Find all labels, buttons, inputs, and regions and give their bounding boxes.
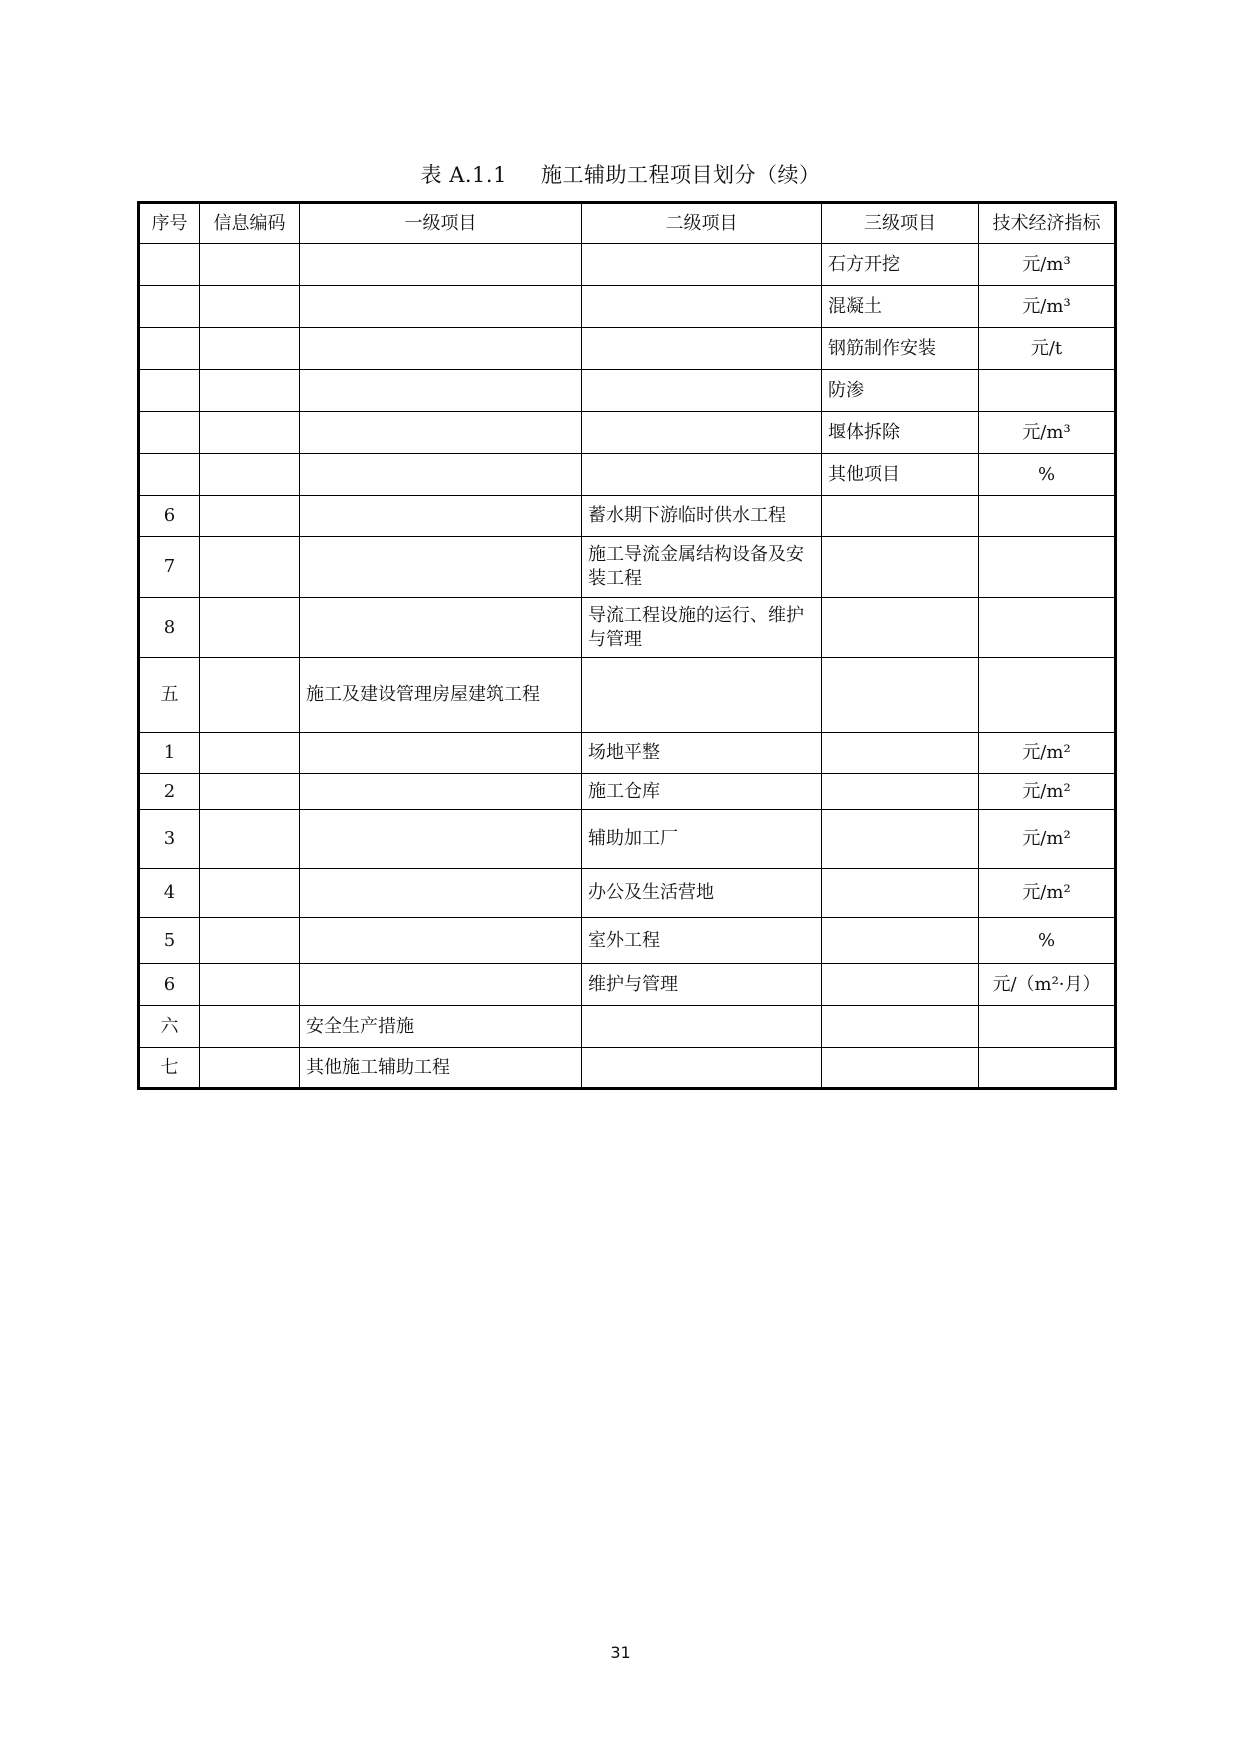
cell-info-code	[200, 454, 300, 496]
cell-indicator: 元/m³	[979, 244, 1116, 286]
cell-info-code	[200, 598, 300, 658]
header-info-code: 信息编码	[200, 203, 300, 244]
cell-level3	[822, 598, 979, 658]
cell-indicator: %	[979, 454, 1116, 496]
cell-seq: 8	[139, 598, 200, 658]
cell-level2: 场地平整	[582, 733, 822, 774]
cell-level2	[582, 412, 822, 454]
table-row	[139, 1048, 1116, 1089]
cell-level2	[582, 244, 822, 286]
cell-info-code	[200, 964, 300, 1006]
cell-level1: 施工及建设管理房屋建筑工程	[300, 658, 582, 733]
cell-level3	[822, 658, 979, 733]
table-row	[139, 244, 1116, 286]
cell-level2: 施工仓库	[582, 774, 822, 810]
cell-seq	[139, 412, 200, 454]
cell-level3: 防渗	[822, 370, 979, 412]
cell-level1	[300, 412, 582, 454]
cell-level2: 蓄水期下游临时供水工程	[582, 496, 822, 537]
cell-seq: 六	[139, 1006, 200, 1048]
cell-seq: 6	[139, 496, 200, 537]
header-indicator: 技术经济指标	[979, 203, 1116, 244]
cell-seq: 七	[139, 1048, 200, 1089]
cell-info-code	[200, 869, 300, 918]
cell-seq	[139, 454, 200, 496]
cell-indicator: 元/m²	[979, 774, 1116, 810]
cell-level3	[822, 869, 979, 918]
cell-indicator: 元/m²	[979, 733, 1116, 774]
cell-level3	[822, 810, 979, 869]
table-row	[139, 537, 1116, 598]
cell-seq: 4	[139, 869, 200, 918]
cell-level2: 室外工程	[582, 918, 822, 964]
cell-indicator: 元/（m²·月）	[979, 964, 1116, 1006]
cell-level2: 导流工程设施的运行、维护与管理	[582, 598, 822, 658]
cell-level2	[582, 286, 822, 328]
table-row	[139, 496, 1116, 537]
cell-level1	[300, 964, 582, 1006]
cell-level1	[300, 598, 582, 658]
cell-level3	[822, 496, 979, 537]
cell-seq	[139, 328, 200, 370]
cell-info-code	[200, 658, 300, 733]
cell-indicator	[979, 496, 1116, 537]
cell-seq: 1	[139, 733, 200, 774]
cell-seq	[139, 370, 200, 412]
cell-level1	[300, 774, 582, 810]
cell-info-code	[200, 537, 300, 598]
cell-level3	[822, 733, 979, 774]
cell-info-code	[200, 244, 300, 286]
cell-seq	[139, 244, 200, 286]
cell-level2	[582, 370, 822, 412]
table-row	[139, 733, 1116, 774]
cell-indicator: %	[979, 918, 1116, 964]
cell-indicator	[979, 1006, 1116, 1048]
cell-level1	[300, 733, 582, 774]
cell-level2: 施工导流金属结构设备及安装工程	[582, 537, 822, 598]
cell-level3: 堰体拆除	[822, 412, 979, 454]
table-row	[139, 918, 1116, 964]
cell-level3	[822, 774, 979, 810]
cell-indicator: 元/t	[979, 328, 1116, 370]
cell-level2	[582, 454, 822, 496]
cell-level3	[822, 537, 979, 598]
cell-level3: 石方开挖	[822, 244, 979, 286]
cell-level3	[822, 1006, 979, 1048]
table-row	[139, 454, 1116, 496]
cell-level1	[300, 537, 582, 598]
table-title: 施工辅助工程项目划分（续）	[540, 163, 821, 187]
cell-level1	[300, 370, 582, 412]
cell-seq: 五	[139, 658, 200, 733]
cell-level3: 混凝土	[822, 286, 979, 328]
cell-level2: 办公及生活营地	[582, 869, 822, 918]
header-seq: 序号	[139, 203, 200, 244]
table-row	[139, 810, 1116, 869]
table-row	[139, 658, 1116, 733]
cell-level1	[300, 810, 582, 869]
cell-level1	[300, 328, 582, 370]
cell-level1	[300, 244, 582, 286]
cell-level1	[300, 286, 582, 328]
cell-level3	[822, 918, 979, 964]
cell-seq: 3	[139, 810, 200, 869]
table-row	[139, 869, 1116, 918]
table-row	[139, 286, 1116, 328]
cell-indicator	[979, 1048, 1116, 1089]
cell-level3: 钢筋制作安装	[822, 328, 979, 370]
table-row	[139, 412, 1116, 454]
cell-info-code	[200, 918, 300, 964]
cell-info-code	[200, 496, 300, 537]
cell-info-code	[200, 412, 300, 454]
cell-level1	[300, 918, 582, 964]
cell-level2	[582, 1006, 822, 1048]
table-row	[139, 774, 1116, 810]
cell-indicator	[979, 537, 1116, 598]
cell-level2	[582, 328, 822, 370]
cell-level1: 其他施工辅助工程	[300, 1048, 582, 1089]
cell-level1	[300, 869, 582, 918]
cell-indicator	[979, 598, 1116, 658]
cell-level2	[582, 658, 822, 733]
cell-level3	[822, 964, 979, 1006]
cell-level2	[582, 1048, 822, 1089]
cell-info-code	[200, 1048, 300, 1089]
cell-seq: 2	[139, 774, 200, 810]
table-row	[139, 598, 1116, 658]
project-division-table	[137, 201, 1117, 1090]
cell-indicator	[979, 370, 1116, 412]
table-caption	[0, 160, 1241, 190]
cell-seq: 7	[139, 537, 200, 598]
cell-info-code	[200, 733, 300, 774]
header-level1: 一级项目	[300, 203, 582, 244]
header-row	[139, 203, 1116, 244]
page-number: 31	[610, 1643, 631, 1662]
header-level3: 三级项目	[822, 203, 979, 244]
cell-indicator: 元/m³	[979, 286, 1116, 328]
cell-level1: 安全生产措施	[300, 1006, 582, 1048]
table-row	[139, 1006, 1116, 1048]
cell-seq	[139, 286, 200, 328]
cell-info-code	[200, 810, 300, 869]
cell-seq: 6	[139, 964, 200, 1006]
cell-info-code	[200, 286, 300, 328]
cell-info-code	[200, 370, 300, 412]
cell-level3	[822, 1048, 979, 1089]
cell-info-code	[200, 328, 300, 370]
cell-info-code	[200, 774, 300, 810]
cell-level2: 维护与管理	[582, 964, 822, 1006]
cell-indicator: 元/m²	[979, 810, 1116, 869]
table-row	[139, 328, 1116, 370]
cell-indicator	[979, 658, 1116, 733]
cell-level1	[300, 454, 582, 496]
table-row	[139, 370, 1116, 412]
cell-level1	[300, 496, 582, 537]
cell-info-code	[200, 1006, 300, 1048]
table-row	[139, 964, 1116, 1006]
cell-indicator: 元/m³	[979, 412, 1116, 454]
cell-level3: 其他项目	[822, 454, 979, 496]
cell-seq: 5	[139, 918, 200, 964]
cell-level2: 辅助加工厂	[582, 810, 822, 869]
table-number: 表 A.1.1	[420, 163, 507, 187]
header-level2: 二级项目	[582, 203, 822, 244]
cell-indicator: 元/m²	[979, 869, 1116, 918]
